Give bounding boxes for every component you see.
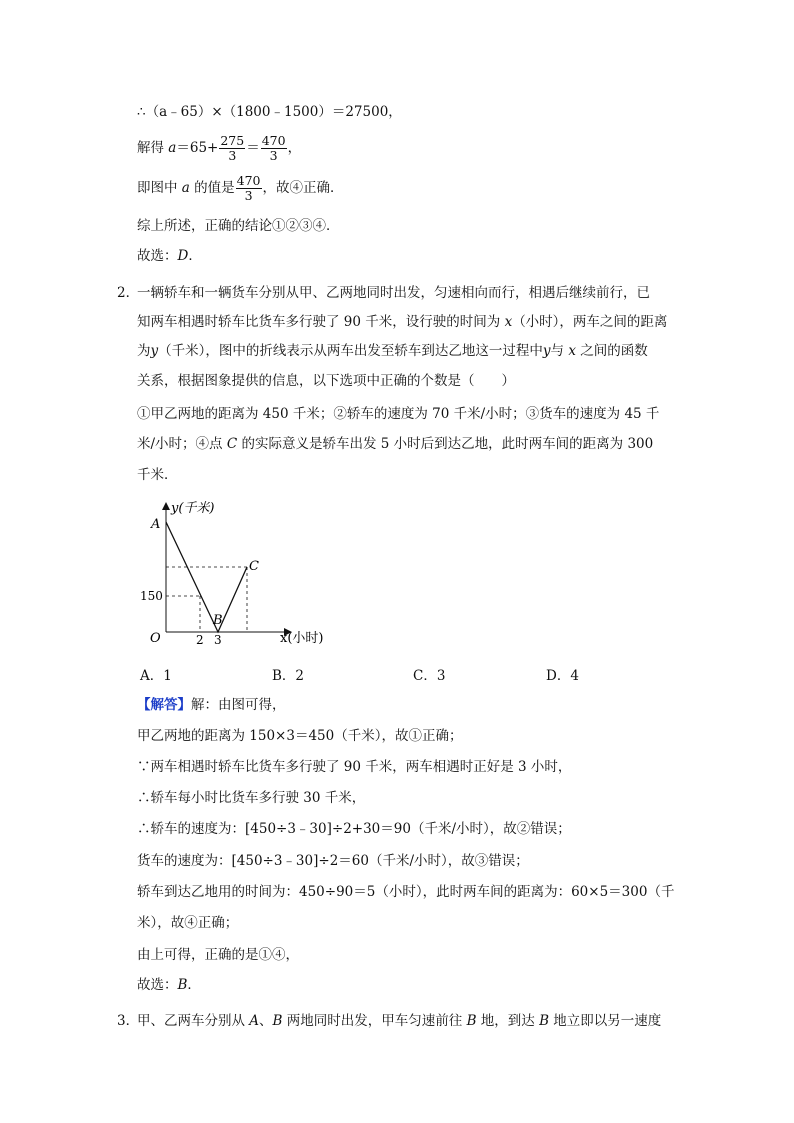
fraction-275-3: [219, 134, 245, 163]
q2-stem-line1: [137, 283, 650, 303]
prev-summary-line: [137, 216, 340, 236]
stem-text: 地，到达: [480, 1013, 535, 1029]
answer-prefix: 故选：: [137, 977, 178, 993]
point-a-label: A: [151, 517, 161, 532]
option-b: B．2: [272, 668, 305, 684]
q2-solution-line8: [137, 913, 238, 933]
var-y: y: [150, 343, 159, 359]
answer-end: ．: [188, 248, 202, 264]
q2-answer-line: [137, 975, 201, 995]
graph-polyline: [166, 522, 247, 632]
var-x: x: [568, 343, 576, 359]
q2-solution-line3: [137, 757, 571, 777]
stem-text: 关系，根据图象提供的信息，以下选项中正确的个数是（ ）: [137, 373, 515, 389]
statement-text: 千米．: [137, 467, 178, 483]
x-axis-label: x(小时): [280, 631, 324, 646]
var-b: B: [272, 1013, 283, 1029]
q2-stem-line3: [137, 341, 648, 361]
value-prefix: 即图中: [137, 180, 178, 196]
var-a: A: [249, 1013, 260, 1029]
solve-eq1: ＝65+: [176, 140, 219, 156]
solution-text: ∵两车相遇时轿车比货车多行驶了 90 千米，两车相遇时正好是 3 小时，: [137, 759, 572, 775]
frac-numerator: 275: [220, 133, 245, 148]
q2-solution-line9: [137, 945, 299, 965]
value-mid: 的值是: [194, 180, 235, 196]
option-d: D．4: [546, 668, 579, 684]
var-a: a: [181, 180, 190, 196]
prev-solve-line: [137, 130, 301, 166]
solution-text: 解：由图可得，: [191, 697, 286, 713]
stem-text: 两地同时出发，甲车匀速前往: [286, 1013, 463, 1029]
statement-text: ①甲乙两地的距离为 450 千米；②轿车的速度为 70 千米/小时；③货车的速度为 45 千: [137, 406, 660, 422]
solution-text: 轿车到达乙地用的时间为：450÷90＝5（小时），此时两车间的距离为：60×5＝300（千: [137, 884, 675, 900]
q2-solution-line5: [137, 819, 571, 839]
function-graph: [130, 492, 350, 652]
q2-statement-line2: [137, 434, 653, 454]
q2-solution-line6: [137, 851, 529, 871]
question-number: 3．: [117, 1013, 140, 1029]
stem-text: 与: [550, 343, 565, 359]
answer-prefix: 故选：: [137, 248, 178, 264]
stem-text: （小时），两车之间的距离: [512, 314, 668, 330]
frac-denominator: 3: [228, 148, 237, 163]
prev-equation-line: [137, 102, 402, 122]
option-a: A．1: [140, 668, 172, 684]
solution-text: 甲乙两地的距离为 150×3＝450（千米），故①正确；: [137, 728, 463, 744]
statement-text: 的实际意义是轿车出发 5 小时后到达乙地，此时两车间的距离为 300: [241, 436, 654, 452]
stem-text: 之间的函数: [580, 343, 648, 359]
frac-numerator: 470: [261, 133, 286, 148]
var-x: x: [504, 314, 513, 330]
var-a: a: [168, 140, 177, 156]
origin-label: O: [150, 631, 161, 646]
prev-value-line: [137, 170, 344, 206]
var-c: C: [226, 436, 238, 452]
solve-eq2: ＝: [246, 140, 260, 156]
stem-text: 地立即以另一速度: [553, 1013, 662, 1029]
answer-tag: 【解答】: [137, 697, 191, 713]
prev-answer-line: [137, 246, 202, 266]
stem-text: 为: [137, 343, 151, 359]
tick-2: 2: [196, 633, 204, 647]
option-c: C．3: [413, 668, 446, 684]
solution-text: 米），故④正确；: [137, 915, 239, 931]
var-b: B: [539, 1013, 549, 1029]
stem-text: 知两车相遇时轿车比货车多行驶了 90 千米，设行驶的时间为: [137, 314, 501, 330]
var-b: B: [466, 1013, 477, 1029]
stem-text: 甲、乙两车分别从: [137, 1013, 245, 1029]
point-c-label: C: [249, 559, 259, 574]
solve-end: ，: [287, 140, 302, 156]
stem-text: 、: [259, 1013, 273, 1029]
var-y: y: [542, 343, 551, 359]
solve-prefix: 解得: [137, 140, 164, 156]
q2-statement-line3: [137, 465, 178, 485]
q2-solution-line2: [137, 726, 462, 746]
answer-end: ．: [187, 977, 201, 993]
statement-text: 米/小时；④点: [137, 436, 223, 452]
question-number: 2．: [117, 285, 140, 301]
q2-solution-line4: [137, 788, 365, 808]
solution-text: 货车的速度为：[450÷3﹣30]÷2＝60（千米/小时），故③错误；: [137, 853, 529, 869]
y-axis-label: y(千米): [171, 501, 215, 516]
q2-stem-line4: [137, 371, 515, 391]
summary-text: 综上所述，正确的结论①②③④．: [137, 218, 340, 234]
q2-solution-line1: [137, 695, 286, 715]
solution-text: 由上可得，正确的是①④，: [137, 947, 299, 963]
fraction-470-3: [261, 134, 287, 163]
solution-text: ∴轿车每小时比货车多行驶 30 千米，: [137, 790, 366, 806]
q3-stem-line1: [137, 1011, 661, 1031]
answer-letter: D: [177, 248, 189, 264]
stem-text: （千米），图中的折线表示从两车出发至轿车到达乙地这一过程中: [158, 343, 543, 359]
frac-numerator: 470: [236, 173, 261, 188]
frac-denominator: 3: [269, 148, 278, 163]
stem-text: 一辆轿车和一辆货车分别从甲、乙两地同时出发，匀速相向而行，相遇后继续前行，已: [137, 285, 650, 301]
point-b-label: B: [213, 613, 223, 628]
tick-3: 3: [214, 633, 222, 647]
tick-150: 150: [140, 589, 163, 603]
value-end: ，故④正确．: [262, 180, 344, 196]
frac-denominator: 3: [244, 188, 253, 203]
answer-letter: B: [177, 977, 188, 993]
q2-statement-line1: [137, 404, 659, 424]
fraction-470-3-b: [236, 174, 262, 203]
prev-equation-text: ∴（a﹣65）×（1800﹣1500）＝27500，: [137, 104, 402, 120]
q2-solution-line7: [137, 882, 674, 902]
solution-text: ∴轿车的速度为：[450÷3﹣30]÷2+30＝90（千米/小时），故②错误；: [137, 821, 571, 837]
q2-stem-line2: [137, 312, 667, 332]
